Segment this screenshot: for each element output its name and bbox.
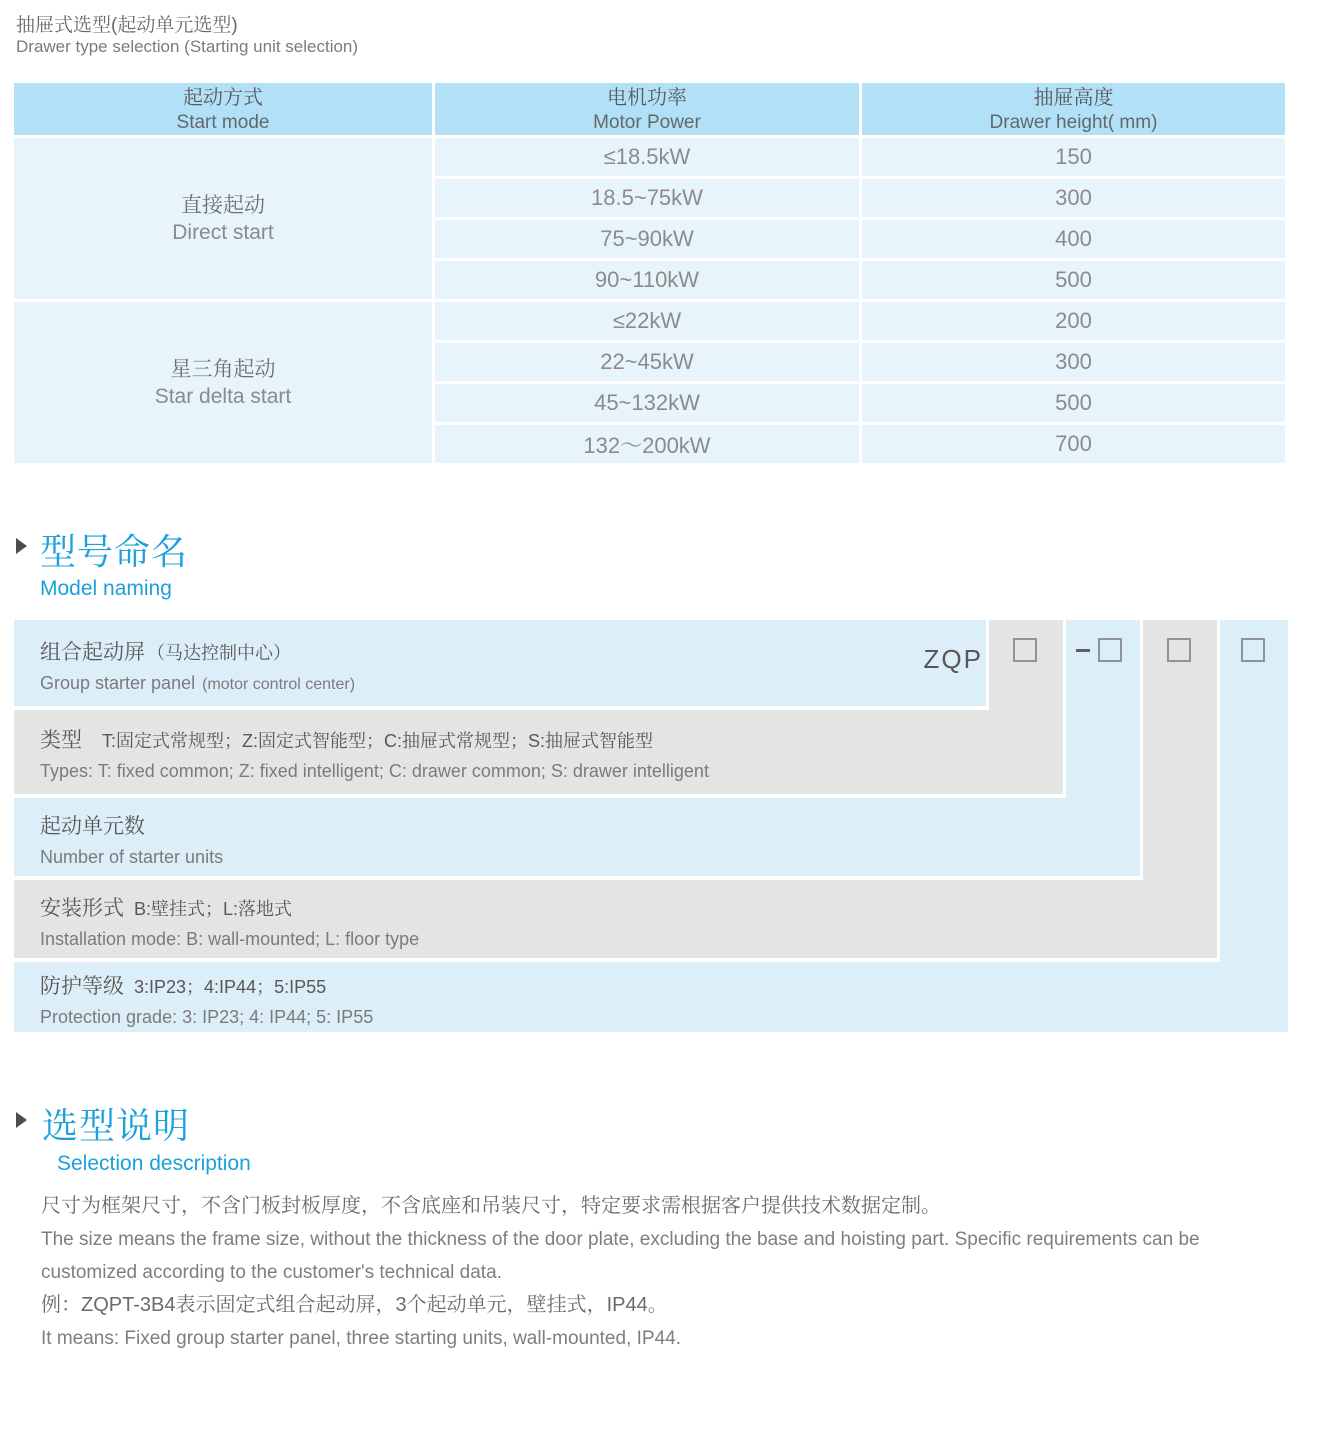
table-header-row — [14, 83, 1285, 135]
description-line: It means: Fixed group starter panel, three starting units, wall-mounted, IP44. — [41, 1328, 681, 1349]
col-header-start-mode-en: Start mode — [176, 111, 270, 133]
model-code-box-3 — [1167, 638, 1191, 662]
model-code-box-4 — [1241, 638, 1265, 662]
motor-power-cell: ≤22kW — [435, 302, 859, 340]
motor-power-cell: 132～200kW — [435, 425, 859, 463]
model-code-box-1 — [1013, 638, 1037, 662]
col-header-start-mode — [14, 83, 432, 135]
band-text-units — [40, 810, 223, 868]
section-heading-selection-description-cn: 选型说明 — [42, 1105, 191, 1146]
band-label-cn: 起动单元数 — [40, 815, 145, 838]
motor-power-cell: 75~90kW — [435, 220, 859, 258]
drawer-height-cell: 500 — [862, 261, 1285, 299]
motor-power-cell: 45~132kW — [435, 384, 859, 422]
drawer-height-cell: 500 — [862, 384, 1285, 422]
motor-power-cell: 90~110kW — [435, 261, 859, 299]
description-line: 尺寸为框架尺寸，不含门板封板厚度，不含底座和吊装尺寸，特定要求需根据客户提供技术数据定制。 — [41, 1195, 941, 1217]
band-label-en: Installation mode: B: wall-mounted; L: floor type — [40, 929, 420, 949]
section-heading-model-naming-cn: 型号命名 — [40, 531, 189, 572]
band-label-cn: 防护等级 3:IP23；4:IP44；5:IP55 — [40, 975, 327, 998]
band-text-type — [40, 724, 709, 782]
motor-power-cell: 22~45kW — [435, 343, 859, 381]
selection-description-text — [41, 1190, 1291, 1355]
description-line: customized according to the customer's technical data. — [41, 1262, 502, 1283]
start-mode-cell-star-delta — [14, 302, 432, 463]
description-line: 例：ZQPT-3B4表示固定式组合起动屏，3个起动单元，壁挂式，IP44。 — [41, 1294, 668, 1316]
drawer-height-cell: 400 — [862, 220, 1285, 258]
motor-power-cell: 18.5~75kW — [435, 179, 859, 217]
table-row — [14, 138, 1285, 176]
col-header-motor-power-en: Motor Power — [593, 111, 701, 133]
col-header-drawer-height-cn: 抽屉高度 — [1033, 86, 1114, 109]
start-mode-direct-cn: 直接起动 — [180, 193, 265, 217]
start-mode-cell-direct — [14, 138, 432, 299]
band-label-cn: 组合起动屏 （马达控制中心） — [40, 641, 291, 664]
model-code-prefix: ZQP — [923, 644, 983, 674]
drawer-height-cell: 300 — [862, 343, 1285, 381]
start-mode-direct-en: Direct start — [172, 220, 274, 244]
section-heading-selection-description-en: Selection description — [57, 1152, 251, 1175]
page-title-en: Drawer type selection (Starting unit selection) — [16, 37, 359, 56]
model-code-dash — [1076, 649, 1090, 652]
section-arrow-icon — [16, 1112, 27, 1128]
drawer-height-cell: 700 — [862, 425, 1285, 463]
band-label-cn: 安装形式 B:壁挂式；L:落地式 — [40, 897, 293, 920]
col-header-drawer-height — [862, 83, 1285, 135]
drawer-selection-table — [11, 80, 1288, 466]
band-text-installation — [40, 892, 419, 950]
band-label-cn: 类型 T:固定式常规型；Z:固定式智能型；C:抽屉式常规型；S:抽屉式智能型 — [40, 729, 654, 752]
start-mode-star-delta-en: Star delta start — [154, 384, 292, 408]
band-label-en: Types: T: fixed common; Z: fixed intelligent; C: drawer common; S: drawer intelligent — [40, 761, 709, 781]
model-code-box-2 — [1098, 638, 1122, 662]
page-title-cn: 抽屉式选型(起动单元选型) — [16, 15, 238, 36]
description-line: The size means the frame size, without the thickness of the door plate, excluding the base and hoisting part. Specific requirements can be — [41, 1229, 1200, 1250]
col-header-start-mode-cn: 起动方式 — [182, 86, 263, 109]
band-label-en: Group starter panel (motor control center) — [40, 673, 356, 693]
model-naming-diagram — [14, 620, 1288, 1032]
col-header-motor-power-cn: 电机功率 — [606, 86, 687, 109]
motor-power-cell: ≤18.5kW — [435, 138, 859, 176]
table-row — [14, 302, 1285, 340]
drawer-height-cell: 200 — [862, 302, 1285, 340]
col-header-motor-power — [435, 83, 859, 135]
section-arrow-icon — [16, 538, 27, 554]
start-mode-star-delta-cn: 星三角起动 — [170, 357, 276, 381]
band-label-en: Number of starter units — [40, 847, 224, 867]
section-heading-model-naming-en: Model naming — [40, 577, 172, 600]
drawer-height-cell: 300 — [862, 179, 1285, 217]
drawer-height-cell: 150 — [862, 138, 1285, 176]
col-header-drawer-height-en: Drawer height( mm) — [989, 111, 1158, 133]
band-text-protection — [40, 970, 373, 1028]
band-label-en: Protection grade: 3: IP23; 4: IP44; 5: IP55 — [40, 1007, 374, 1027]
band-text-group-starter-panel — [40, 636, 355, 694]
